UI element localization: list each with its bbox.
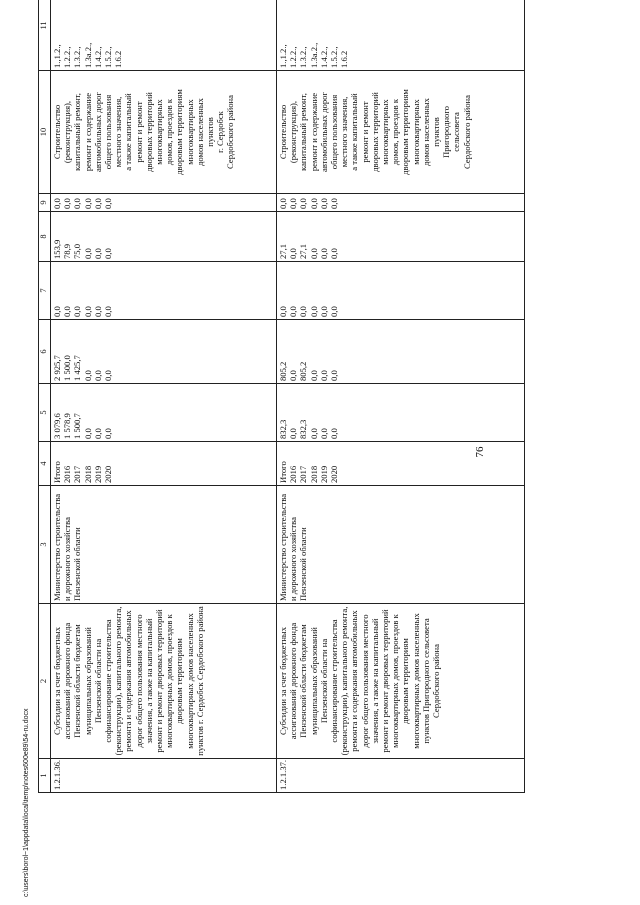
goal-line: дворовым территориям bbox=[174, 89, 185, 175]
goal-line: местного значения, bbox=[113, 96, 124, 168]
header-cell: 9 bbox=[39, 194, 51, 212]
c6-column-cell bbox=[277, 320, 525, 384]
goal-line: дворовым территориям bbox=[400, 89, 411, 175]
c7-value: 0,0 bbox=[82, 306, 93, 317]
c9-value: 0,0 bbox=[72, 198, 83, 209]
c6-value: 0,0 bbox=[288, 370, 299, 381]
c9-column-cell bbox=[277, 194, 525, 212]
indicator-line: 1.5.2., bbox=[103, 46, 114, 68]
goal-line: (реконструкция), bbox=[288, 100, 299, 164]
header-cell: 6 bbox=[39, 320, 51, 384]
year-value: 2019 bbox=[92, 465, 103, 483]
program-activities-table bbox=[38, 0, 525, 793]
goal-line: многоквартирных bbox=[184, 99, 195, 165]
c9-value: 0,0 bbox=[288, 198, 299, 209]
c9-value: 0,0 bbox=[92, 198, 103, 209]
header-row bbox=[39, 0, 51, 793]
c6-value: 0,0 bbox=[82, 370, 93, 381]
goal-line: общего пользования bbox=[329, 94, 340, 170]
c7-value: 0,0 bbox=[318, 306, 329, 317]
header-cell: 5 bbox=[39, 384, 51, 442]
goal-line: Строительство bbox=[52, 104, 62, 160]
c9-value: 0,0 bbox=[102, 198, 113, 209]
goal-line: ремонт и содержание bbox=[82, 92, 93, 172]
total-value: 1 578,9 bbox=[62, 413, 73, 439]
c8-value: 78,9 bbox=[62, 243, 73, 259]
header-cell: 7 bbox=[39, 262, 51, 320]
c9-value: 0,0 bbox=[298, 198, 309, 209]
goal-line: домов, проездов к bbox=[390, 98, 401, 166]
goal-line: домов, проездов к bbox=[164, 98, 175, 166]
year-value: Итого bbox=[52, 461, 62, 483]
c7-value: 0,0 bbox=[278, 306, 288, 317]
c8-column-cell bbox=[277, 212, 525, 262]
c6-value: 0,0 bbox=[328, 370, 339, 381]
rotated-page-content bbox=[38, 0, 640, 793]
c6-value: 2 925,7 bbox=[52, 355, 62, 381]
total-value: 0,0 bbox=[92, 428, 103, 439]
total-value: 0,0 bbox=[318, 428, 329, 439]
goal-line: пунктов bbox=[205, 117, 216, 147]
header-cell: 10 bbox=[39, 71, 51, 194]
c6-value: 805,2 bbox=[278, 361, 288, 381]
total-value: 0,0 bbox=[288, 428, 299, 439]
goal-line: ремонт и ремонт bbox=[359, 101, 370, 163]
c6-value: 1 425,7 bbox=[72, 355, 83, 381]
goal-line: пунктов bbox=[431, 117, 442, 147]
total-value: 0,0 bbox=[102, 428, 113, 439]
activity-description-cell: Субсидии за счет бюджетных ассигнований дорожного фонда Пензенской области бюджетам муниципальных образований Пензенской области на софинансирование строительства (реконструкции), капитального ремонта, ремонта и содержания автомобильных дорог общего пользования местного значения, а также на капитальный ремонт и ремонт дворовых территорий многоквартирных домов, проездов к дворовым территориям многоквартирных домов населенных пунктов Пригородного сельсовета Сердобского района bbox=[277, 604, 525, 759]
indicator-line: 1.3.2., bbox=[72, 46, 83, 68]
c9-value: 0,0 bbox=[328, 198, 339, 209]
goal-line: домов населенных bbox=[420, 98, 431, 166]
c9-value: 0,0 bbox=[278, 198, 288, 209]
c7-value: 0,0 bbox=[72, 306, 83, 317]
responsible-agency-cell: Министерство строительства и дорожного хозяйства Пензенской области bbox=[51, 486, 277, 604]
indicator-numbers-cell bbox=[51, 0, 277, 71]
goal-line: многоквартирных bbox=[380, 99, 391, 165]
c7-value: 0,0 bbox=[92, 306, 103, 317]
c7-column-cell bbox=[51, 262, 277, 320]
c7-value: 0,0 bbox=[298, 306, 309, 317]
row-number-cell: 1.2.1.36. bbox=[51, 759, 277, 793]
table-body bbox=[51, 0, 525, 793]
c8-value: 0,0 bbox=[318, 248, 329, 259]
c7-value: 0,0 bbox=[62, 306, 73, 317]
total-column-cell bbox=[277, 384, 525, 442]
c8-column-cell bbox=[51, 212, 277, 262]
indicator-line: 1.3а.2., bbox=[308, 42, 319, 68]
goal-line: Строительство bbox=[278, 104, 288, 160]
goal-line: ремонт и содержание bbox=[308, 92, 319, 172]
total-value: 832,3 bbox=[278, 419, 288, 439]
indicator-line: 1.2.2., bbox=[62, 46, 73, 68]
year-value: 2016 bbox=[288, 465, 299, 483]
goal-line: г. Сердобск bbox=[215, 111, 226, 153]
c8-value: 0,0 bbox=[328, 248, 339, 259]
indicator-line: 1.3.2., bbox=[298, 46, 309, 68]
c8-value: 153,9 bbox=[52, 239, 62, 259]
indicator-line: 1.4.2., bbox=[318, 46, 329, 68]
total-value: 1 500,7 bbox=[72, 413, 83, 439]
goal-line: Сердобского района bbox=[225, 95, 236, 169]
total-value: 0,0 bbox=[82, 428, 93, 439]
year-value: Итого bbox=[278, 461, 288, 483]
header-cell: 1 bbox=[39, 759, 51, 793]
c8-value: 0,0 bbox=[102, 248, 113, 259]
goal-line: сельсовета bbox=[451, 112, 462, 152]
c6-column-cell bbox=[51, 320, 277, 384]
goal-line: ремонт и ремонт bbox=[133, 101, 144, 163]
c8-value: 0,0 bbox=[82, 248, 93, 259]
c8-value: 0,0 bbox=[288, 248, 299, 259]
year-value: 2019 bbox=[318, 465, 329, 483]
c9-value: 0,0 bbox=[308, 198, 319, 209]
goal-line: (реконструкция), bbox=[62, 100, 73, 164]
c9-value: 0,0 bbox=[82, 198, 93, 209]
goal-line: автомобильных дорог bbox=[92, 92, 103, 172]
total-value: 0,0 bbox=[328, 428, 339, 439]
c8-value: 0,0 bbox=[308, 248, 319, 259]
c8-value: 75,0 bbox=[72, 243, 83, 259]
year-value: 2017 bbox=[298, 465, 309, 483]
header-cell: 3 bbox=[39, 486, 51, 604]
goal-description-cell bbox=[51, 71, 277, 194]
goal-line: Пригородного bbox=[441, 106, 452, 158]
goal-line: а также капитальный bbox=[123, 93, 134, 171]
goal-line: местного значения, bbox=[339, 96, 350, 168]
c6-value: 0,0 bbox=[102, 370, 113, 381]
c7-value: 0,0 bbox=[52, 306, 62, 317]
goal-line: многоквартирных bbox=[410, 99, 421, 165]
indicator-line: 1.3а.2., bbox=[82, 42, 93, 68]
indicator-line: 1.4.2., bbox=[92, 46, 103, 68]
indicator-line: 1.5.2., bbox=[329, 46, 340, 68]
year-column-cell bbox=[51, 442, 277, 486]
c9-column-cell bbox=[51, 194, 277, 212]
activity-description-cell: Субсидии за счет бюджетных ассигнований дорожного фонда Пензенской области бюджетам муниципальных образований Пензенской области на софинансирование строительства (реконструкции), капитального ремонта, ремонта и содержания автомобильных дорог общего пользования местного значения, а также на капитальный ремонт и ремонт дворовых территорий многоквартирных домов, проездов к дворовым территориям многоквартирных домов населенных пунктов г. Сердобск Сердобского района bbox=[51, 604, 277, 759]
goal-line: дворовых территорий bbox=[369, 92, 380, 172]
c6-value: 1 500,0 bbox=[62, 355, 73, 381]
goal-line: Сердобского района bbox=[461, 95, 472, 169]
c8-value: 27,1 bbox=[278, 243, 288, 259]
c8-value: 0,0 bbox=[92, 248, 103, 259]
c7-value: 0,0 bbox=[308, 306, 319, 317]
indicator-line: 1.2.2., bbox=[288, 46, 299, 68]
c6-value: 0,0 bbox=[308, 370, 319, 381]
indicator-line: 1.,1.2., bbox=[52, 44, 62, 68]
year-value: 2018 bbox=[82, 465, 93, 483]
c7-column-cell bbox=[277, 262, 525, 320]
c7-value: 0,0 bbox=[288, 306, 299, 317]
goal-line: капитальный ремонт, bbox=[72, 93, 83, 171]
goal-line: домов населенных bbox=[194, 98, 205, 166]
goal-line: капитальный ремонт, bbox=[298, 93, 309, 171]
goal-line: а также капитальный bbox=[349, 93, 360, 171]
header-cell: 2 bbox=[39, 604, 51, 759]
total-value: 0,0 bbox=[308, 428, 319, 439]
goal-line: общего пользования bbox=[103, 94, 114, 170]
indicator-line: 1.,1.2., bbox=[278, 44, 288, 68]
year-value: 2017 bbox=[72, 465, 83, 483]
header-cell: 4 bbox=[39, 442, 51, 486]
year-value: 2018 bbox=[308, 465, 319, 483]
row-number-cell: 1.2.1.37. bbox=[277, 759, 525, 793]
indicator-numbers-cell bbox=[277, 0, 525, 71]
c6-value: 805,2 bbox=[298, 361, 309, 381]
year-column-cell bbox=[277, 442, 525, 486]
year-value: 2020 bbox=[328, 465, 339, 483]
c9-value: 0,0 bbox=[52, 198, 62, 209]
c6-value: 0,0 bbox=[92, 370, 103, 381]
c8-value: 27,1 bbox=[298, 243, 309, 259]
total-value: 3 079,6 bbox=[52, 413, 62, 439]
indicator-line: 1.6.2 bbox=[113, 50, 124, 68]
table-row bbox=[51, 0, 277, 793]
header-cell: 11 bbox=[39, 0, 51, 71]
goal-line: автомобильных дорог bbox=[318, 92, 329, 172]
goal-description-cell bbox=[277, 71, 525, 194]
year-value: 2020 bbox=[102, 465, 113, 483]
c7-value: 0,0 bbox=[328, 306, 339, 317]
file-path-footer: c:\users\borol~1\appdata\local\temp\notes600e89\54-ru.docx bbox=[23, 708, 30, 897]
c9-value: 0,0 bbox=[318, 198, 329, 209]
goal-line: многоквартирных bbox=[154, 99, 165, 165]
total-column-cell bbox=[51, 384, 277, 442]
year-value: 2016 bbox=[62, 465, 73, 483]
c7-value: 0,0 bbox=[102, 306, 113, 317]
c6-value: 0,0 bbox=[318, 370, 329, 381]
header-cell: 8 bbox=[39, 212, 51, 262]
goal-line: дворовых территорий bbox=[143, 92, 154, 172]
indicator-line: 1.6.2 bbox=[339, 50, 350, 68]
table-row bbox=[277, 0, 525, 793]
responsible-agency-cell: Министерство строительства и дорожного хозяйства Пензенской области bbox=[277, 486, 525, 604]
c9-value: 0,0 bbox=[62, 198, 73, 209]
total-value: 832,3 bbox=[298, 419, 309, 439]
page-number: 76 bbox=[474, 446, 486, 458]
